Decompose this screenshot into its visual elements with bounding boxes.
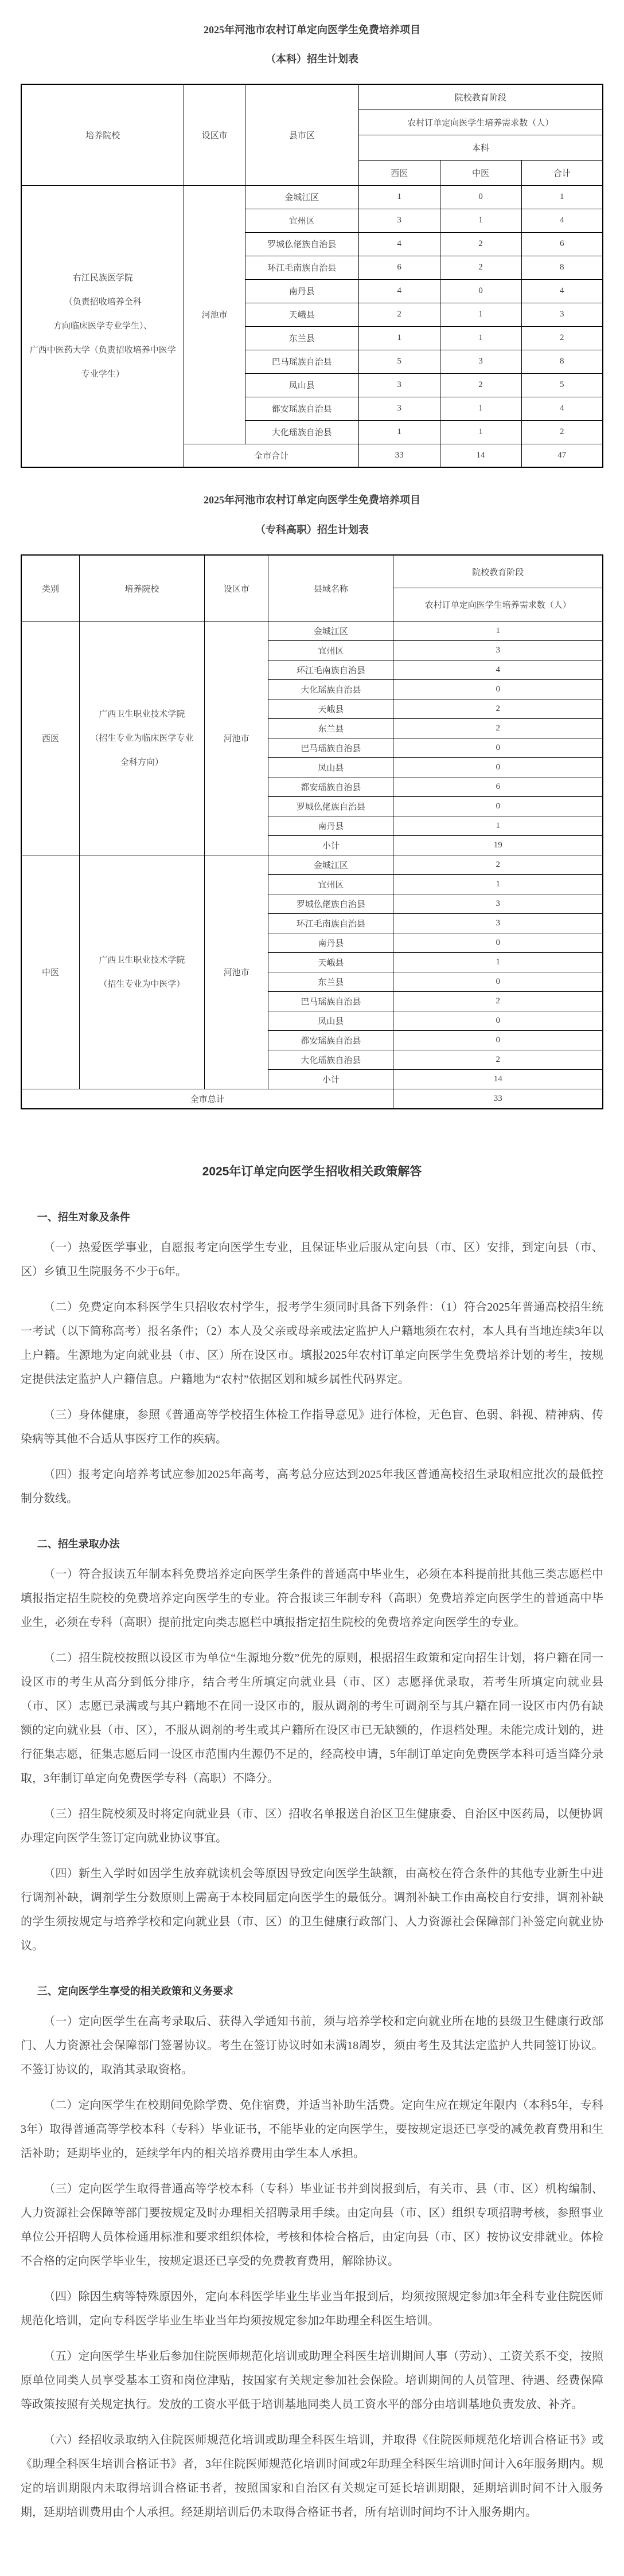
county-cell: 天峨县 bbox=[245, 303, 358, 326]
demand-value-cell: 3 bbox=[393, 914, 603, 933]
policy-section-heading: 二、招生录取办法 bbox=[37, 1538, 120, 1550]
county-cell: 都安瑶族自治县 bbox=[268, 1031, 393, 1050]
west-value-cell: 1 bbox=[358, 185, 440, 209]
demand-value-cell: 2 bbox=[393, 699, 603, 719]
west-value-cell: 5 bbox=[358, 350, 440, 373]
county-cell: 罗城仫佬族自治县 bbox=[268, 797, 393, 816]
school-cell bbox=[79, 855, 204, 1089]
school-name-line: （招生专业为中医学） bbox=[99, 979, 185, 989]
county-cell: 凤山县 bbox=[268, 758, 393, 777]
county-cell: 环江毛南族自治县 bbox=[245, 256, 358, 279]
policy-paragraph: （一）定向医学生在高考录取后、获得入学通知书前，须与培养学校和定向就业所在地的县级卫生健康行政部门、人力资源社会保障部门签署协议。考生在签订协议时如未满18周岁，须由考生及其法定监护人共同签订协议。不签订协议的，取消其录取资格。 bbox=[21, 2015, 603, 2076]
county-cell: 天峨县 bbox=[268, 953, 393, 972]
demand-value-cell: 0 bbox=[393, 738, 603, 758]
vocational-plan-table-container bbox=[21, 554, 603, 1109]
policy-section-3 bbox=[21, 1983, 603, 2524]
grand-total-row bbox=[21, 1089, 603, 1109]
undergrad-table-title bbox=[21, 23, 603, 67]
policy-section-heading: 三、定向医学生享受的相关政策和义务要求 bbox=[37, 1985, 233, 1997]
vocational-table-title-line2: （专科高职）招生计划表 bbox=[255, 523, 369, 535]
total-value-cell: 2 bbox=[521, 420, 603, 444]
grand-total-value: 33 bbox=[393, 1089, 603, 1109]
county-cell: 凤山县 bbox=[268, 1011, 393, 1031]
total-value-cell: 1 bbox=[521, 185, 603, 209]
total-value-cell: 5 bbox=[521, 373, 603, 397]
west-value-cell: 3 bbox=[358, 373, 440, 397]
total-value-cell: 8 bbox=[521, 350, 603, 373]
tcm-value-cell: 3 bbox=[440, 350, 521, 373]
county-cell: 宜州区 bbox=[245, 209, 358, 232]
policy-paragraph: （五）定向医学生毕业后参加住院医师规范化培训或助理全科医生培训期间人事（劳动）、工资关系不变，按照原单位同类人员享受基本工资和岗位津贴，按国家有关规定参加社会保险。培训期间的人员管理、待遇、经费保障等政策按照有关规定执行。发放的工资水平低于培训基地同类人员工资水平的部分由培训基地负责发放、补齐。 bbox=[21, 2350, 603, 2411]
city-cell: 河池市 bbox=[204, 621, 268, 855]
vocational-table-header bbox=[21, 555, 603, 621]
west-value-cell: 6 bbox=[358, 256, 440, 279]
category-cell: 中医 bbox=[21, 855, 79, 1089]
school-name-line: 方向临床医学专业学生）、 bbox=[53, 322, 153, 331]
demand-value-cell: 2 bbox=[393, 719, 603, 738]
county-cell: 凤山县 bbox=[245, 373, 358, 397]
county-cell: 金城江区 bbox=[268, 621, 393, 641]
subtotal-label: 小计 bbox=[268, 1070, 393, 1089]
school-cell bbox=[21, 185, 184, 467]
west-value-cell: 1 bbox=[358, 326, 440, 350]
county-cell: 都安瑶族自治县 bbox=[245, 397, 358, 420]
grand-total-label: 全市总计 bbox=[21, 1089, 393, 1109]
county-cell: 罗城仫佬族自治县 bbox=[268, 894, 393, 914]
vocational-plan-table bbox=[21, 554, 603, 1109]
school-name-line: 右江民族医学院 bbox=[72, 273, 133, 283]
column-header-level: 本科 bbox=[358, 135, 603, 160]
tcm-value-cell: 1 bbox=[440, 303, 521, 326]
county-cell: 南丹县 bbox=[245, 279, 358, 303]
undergrad-table-title-line1: 2025年河池市农村订单定向医学生免费培养项目 bbox=[204, 24, 420, 36]
policy-qa-sections bbox=[21, 1209, 603, 2524]
total-value-cell: 2 bbox=[521, 326, 603, 350]
policy-paragraph: （四）报考定向培养考试应参加2025年高考，高考总分应达到2025年我区普通高校招生录取相应批次的最低控制分数线。 bbox=[21, 1468, 603, 1505]
policy-qa-title: 2025年订单定向医学生招收相关政策解答 bbox=[202, 1164, 422, 1178]
subtotal-value: 19 bbox=[393, 836, 603, 855]
demand-value-cell: 2 bbox=[393, 992, 603, 1011]
column-header-tcm: 中医 bbox=[440, 160, 521, 185]
city-total-total: 47 bbox=[521, 444, 603, 467]
column-header-category: 类别 bbox=[21, 555, 79, 621]
total-value-cell: 4 bbox=[521, 209, 603, 232]
city-cell: 河池市 bbox=[204, 855, 268, 1089]
undergrad-table-body bbox=[21, 185, 603, 467]
west-value-cell: 4 bbox=[358, 232, 440, 256]
county-cell: 东兰县 bbox=[245, 326, 358, 350]
policy-section-2 bbox=[21, 1536, 603, 1958]
county-cell: 金城江区 bbox=[268, 855, 393, 875]
county-cell: 罗城仫佬族自治县 bbox=[245, 232, 358, 256]
header-row bbox=[21, 84, 603, 110]
column-header-total: 合计 bbox=[521, 160, 603, 185]
city-cell: 河池市 bbox=[184, 185, 245, 444]
county-cell: 都安瑶族自治县 bbox=[268, 777, 393, 797]
subtotal-value: 14 bbox=[393, 1070, 603, 1089]
policy-paragraph: （三）招生院校须及时将定向就业县（市、区）招收名单报送自治区卫生健康委、自治区中医药局，以便协调办理定向医学生签订定向就业协议事宜。 bbox=[21, 1807, 603, 1844]
school-name-line: 广西卫生职业技术学院 bbox=[99, 955, 185, 965]
tcm-value-cell: 2 bbox=[440, 256, 521, 279]
demand-value-cell: 0 bbox=[393, 933, 603, 953]
county-cell: 宜州区 bbox=[268, 641, 393, 660]
county-cell: 巴马瑶族自治县 bbox=[245, 350, 358, 373]
policy-paragraph: （六）经招收录取纳入住院医师规范化培训或助理全科医生培训，并取得《住院医师规范化培训合格证书》或《助理全科医生培训合格证书》者，3年住院医师规范化培训时间或2年助理全科医生培训时间计入6年服务期内。规定的培训期限内未取得培训合格证书者，按照国家和自治区有关规定可延长培训期限，延期培训时间不计入服务期，延期培训费用由个人承担。经延期培训后仍未取得合格证书者，所有培训时间均不计入服务期内。 bbox=[21, 2433, 603, 2519]
demand-value-cell: 1 bbox=[393, 875, 603, 894]
tcm-value-cell: 1 bbox=[440, 420, 521, 444]
column-header-stage: 院校教育阶段 bbox=[393, 555, 603, 588]
category-cell: 西医 bbox=[21, 621, 79, 855]
policy-paragraph: （四）除因生病等特殊原因外，定向本科医学毕业生毕业当年报到后，均须按照规定参加3年全科专业住院医师规范化培训，定向专科医学毕业生毕业当年均须按规定参加2年助理全科医生培训。 bbox=[21, 2290, 603, 2327]
demand-value-cell: 0 bbox=[393, 758, 603, 777]
total-value-cell: 3 bbox=[521, 303, 603, 326]
tcm-value-cell: 2 bbox=[440, 232, 521, 256]
demand-value-cell: 0 bbox=[393, 1011, 603, 1031]
tcm-value-cell: 1 bbox=[440, 209, 521, 232]
policy-paragraph: （三）身体健康，参照《普通高等学校招生体检工作指导意见》进行体检，无色盲、色弱、斜视、精神病、传染病等其他不合适从事医疗工作的疾病。 bbox=[21, 1408, 603, 1445]
school-cell bbox=[79, 621, 204, 855]
column-header-stage: 院校教育阶段 bbox=[358, 84, 603, 110]
column-header-school: 培养院校 bbox=[79, 555, 204, 621]
city-total-label: 全市合计 bbox=[184, 444, 358, 467]
column-header-city: 设区市 bbox=[184, 84, 245, 185]
county-cell: 南丹县 bbox=[268, 933, 393, 953]
policy-paragraph: （二）免费定向本科医学生只招收农村学生，报考学生须同时具备下列条件：（1）符合2025年普通高校招生统一考试（以下简称高考）报名条件；（2）本人及父亲或母亲或法定监护人户籍地须在农村，本人具有当地连续3年以上户籍。生源地为定向就业县（市、区）所在设区市。填报2025年农村订单定向医学生免费培养计划的考生，按规定提供法定监护人户籍信息。户籍地为“农村”依据区划和城乡属性代码界定。 bbox=[21, 1300, 603, 1386]
total-value-cell: 6 bbox=[521, 232, 603, 256]
table-row bbox=[21, 621, 603, 641]
column-header-county: 县市区 bbox=[245, 84, 358, 185]
demand-value-cell: 4 bbox=[393, 660, 603, 680]
west-value-cell: 3 bbox=[358, 397, 440, 420]
county-cell: 南丹县 bbox=[268, 816, 393, 836]
subtotal-label: 小计 bbox=[268, 836, 393, 855]
table-row bbox=[21, 855, 603, 875]
county-cell: 环江毛南族自治县 bbox=[268, 914, 393, 933]
city-total-tcm: 14 bbox=[440, 444, 521, 467]
policy-paragraph: （三）定向医学生取得普通高等学校本科（专科）毕业证书并到岗报到后，有关市、县（市、区）机构编制、人力资源社会保障等部门要按规定及时办理相关招聘录用手续。由定向县（市、区）组织专项招聘考核，参照事业单位公开招聘人员体检通用标准和要求组织体检，考核和体检合格后，由定向县（市、区）按协议安排就业。体检不合格的定向医学毕业生，按规定退还已享受的免费教育费用，解除协议。 bbox=[21, 2182, 603, 2268]
tcm-value-cell: 2 bbox=[440, 373, 521, 397]
vocational-table-body bbox=[21, 621, 603, 1109]
tcm-value-cell: 1 bbox=[440, 326, 521, 350]
demand-value-cell: 2 bbox=[393, 855, 603, 875]
policy-paragraph: （二）招生院校按照以设区市为单位“生源地分数”优先的原则，根据招生政策和定向招生计划，将户籍在同一设区市的考生从高分到低分排序，结合考生所填定向就业县（市、区）志愿择优录取，若考生所填定向就业县（市、区）志愿已录满或与其户籍地不在同一设区市的，服从调剂的考生可调剂至与其户籍在同一设区市内仍有缺额的定向就业县（市、区），不服从调剂的考生或其户籍所在设区市已无缺额的，作退档处理。未能完成计划的，进行征集志愿，征集志愿后同一设区市范围内生源仍不足的，经高校申请，5年制订单定向免费医学本科可适当降分录取，3年制订单定向免费医学专科（高职）不降分。 bbox=[21, 1651, 603, 1785]
demand-value-cell: 3 bbox=[393, 894, 603, 914]
county-cell: 天峨县 bbox=[268, 699, 393, 719]
undergrad-plan-table bbox=[21, 84, 603, 468]
column-header-school: 培养院校 bbox=[21, 84, 184, 185]
policy-paragraph: （一）热爱医学事业，自愿报考定向医学生专业，且保证毕业后服从定向县（市、区）安排，到定向县（市、区）乡镇卫生院服务不少于6年。 bbox=[21, 1241, 603, 1278]
demand-value-cell: 1 bbox=[393, 816, 603, 836]
county-cell: 东兰县 bbox=[268, 719, 393, 738]
school-name-line: （招生专业为临床医学专业 bbox=[90, 733, 194, 743]
policy-paragraph: （四）新生入学时如因学生放弃就读机会等原因导致定向医学生缺额，由高校在符合条件的其他专业新生中进行调剂补缺，调剂学生分数原则上需高于本校同届定向医学生的最低分。调剂补缺工作由高校自行安排，调剂补缺的学生须按规定与培养学校和定向就业县（市、区）的卫生健康行政部门、人力资源社会保障部门补签定向就业协议。 bbox=[21, 1867, 603, 1952]
demand-value-cell: 3 bbox=[393, 641, 603, 660]
demand-value-cell: 0 bbox=[393, 680, 603, 699]
column-header-demand: 农村订单定向医学生培养需求数（人） bbox=[393, 588, 603, 621]
header-row bbox=[21, 555, 603, 588]
west-value-cell: 2 bbox=[358, 303, 440, 326]
undergrad-plan-table-container bbox=[21, 84, 603, 468]
tcm-value-cell: 1 bbox=[440, 397, 521, 420]
west-value-cell: 1 bbox=[358, 420, 440, 444]
column-header-city: 设区市 bbox=[204, 555, 268, 621]
demand-value-cell: 2 bbox=[393, 1050, 603, 1070]
school-name-line: 广西卫生职业技术学院 bbox=[99, 709, 185, 719]
undergrad-table-title-line2: （本科）招生计划表 bbox=[266, 53, 358, 65]
demand-value-cell: 0 bbox=[393, 1031, 603, 1050]
county-cell: 东兰县 bbox=[268, 972, 393, 992]
county-cell: 巴马瑶族自治县 bbox=[268, 738, 393, 758]
school-name-line: 全科方向） bbox=[120, 757, 163, 767]
county-cell: 大化瑶族自治县 bbox=[268, 1050, 393, 1070]
total-value-cell: 8 bbox=[521, 256, 603, 279]
policy-paragraph: （二）定向医学生在校期间免除学费、免住宿费，并适当补助生活费。定向生应在规定年限内（本科5年，专科3年）取得普通高等学校本科（专科）毕业证书，不能毕业的定向医学生，要按规定退还已享受的减免教育费用和生活补助；延期毕业的，延续学年内的相关培养费用由学生本人承担。 bbox=[21, 2098, 603, 2160]
county-cell: 大化瑶族自治县 bbox=[245, 420, 358, 444]
demand-value-cell: 6 bbox=[393, 777, 603, 797]
demand-value-cell: 0 bbox=[393, 797, 603, 816]
tcm-value-cell: 0 bbox=[440, 279, 521, 303]
demand-value-cell: 1 bbox=[393, 953, 603, 972]
vocational-table-title bbox=[21, 493, 603, 537]
school-name-line: 广西中医药大学（负责招收培养中医学 bbox=[29, 346, 176, 355]
column-header-demand: 农村订单定向医学生培养需求数（人） bbox=[358, 110, 603, 135]
city-total-west: 33 bbox=[358, 444, 440, 467]
county-cell: 宜州区 bbox=[268, 875, 393, 894]
school-name-line: （负责招收培养全科 bbox=[64, 298, 142, 307]
policy-paragraph: （一）符合报读五年制本科免费培养定向医学生条件的普通高中毕业生，必须在本科提前批其他三类志愿栏中填报指定招生院校的免费培养定向医学生的专业。符合报读三年制专科（高职）免费培养定向医学生的普通高中毕业生，必须在专科（高职）提前批定向类志愿栏中填报指定招生院校的免费培养定向医学生的专业。 bbox=[21, 1568, 603, 1629]
county-cell: 金城江区 bbox=[245, 185, 358, 209]
demand-value-cell: 0 bbox=[393, 972, 603, 992]
column-header-west-medicine: 西医 bbox=[358, 160, 440, 185]
demand-value-cell: 1 bbox=[393, 621, 603, 641]
policy-section-heading: 一、招生对象及条件 bbox=[37, 1211, 130, 1223]
county-cell: 巴马瑶族自治县 bbox=[268, 992, 393, 1011]
tcm-value-cell: 0 bbox=[440, 185, 521, 209]
policy-section-1 bbox=[21, 1209, 603, 1511]
vocational-table-title-line1: 2025年河池市农村订单定向医学生免费培养项目 bbox=[204, 494, 420, 506]
west-value-cell: 3 bbox=[358, 209, 440, 232]
total-value-cell: 4 bbox=[521, 279, 603, 303]
table-row bbox=[21, 185, 603, 209]
west-value-cell: 4 bbox=[358, 279, 440, 303]
total-value-cell: 4 bbox=[521, 397, 603, 420]
column-header-county: 县域名称 bbox=[268, 555, 393, 621]
county-cell: 环江毛南族自治县 bbox=[268, 660, 393, 680]
county-cell: 大化瑶族自治县 bbox=[268, 680, 393, 699]
school-name-line: 专业学生） bbox=[81, 370, 124, 380]
undergrad-table-header bbox=[21, 84, 603, 185]
